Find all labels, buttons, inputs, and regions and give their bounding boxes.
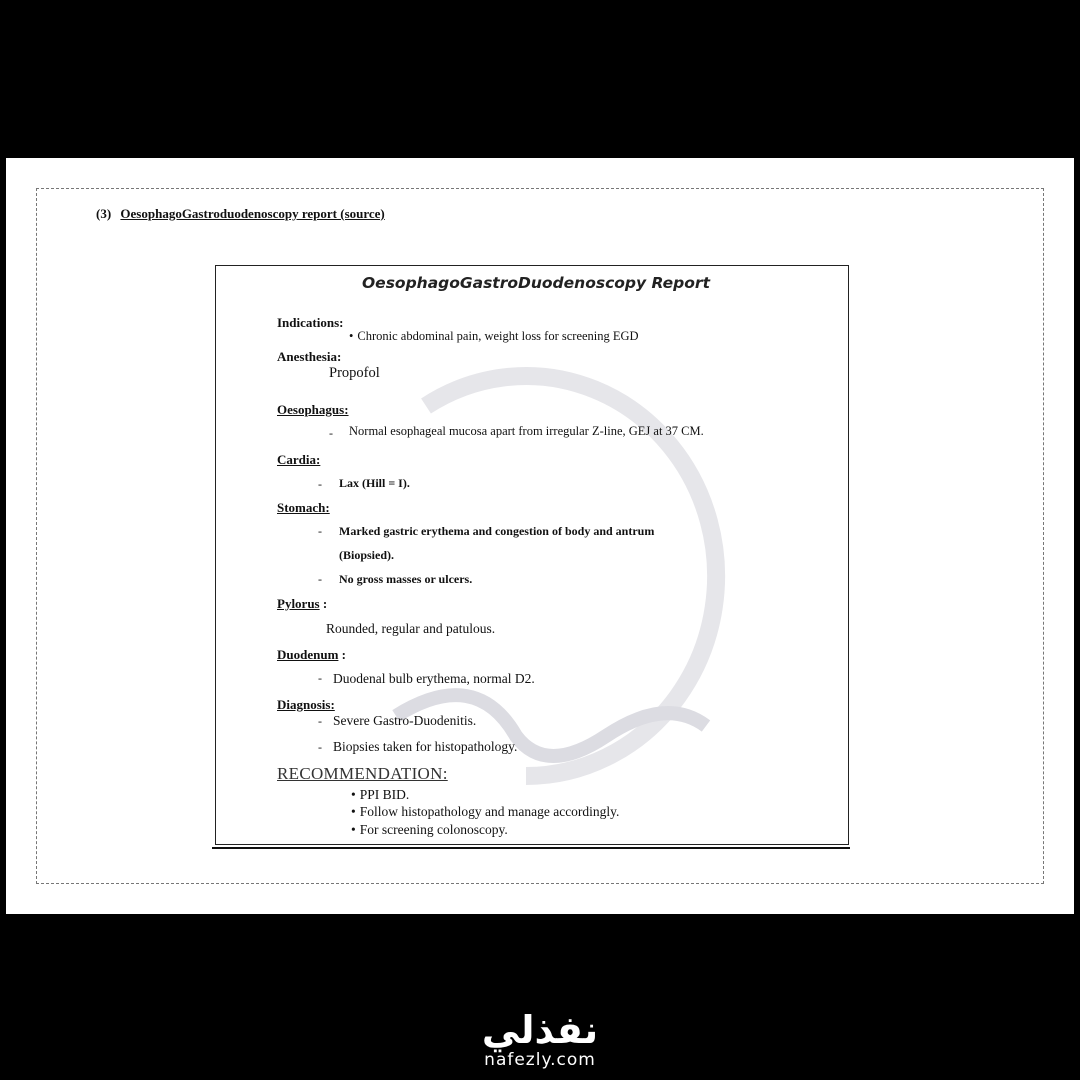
stomach-item-2: No gross masses or ulcers. — [339, 572, 473, 586]
report-title: OesophagoGastroDuodenoscopy Report — [362, 274, 710, 292]
diagnosis-item: Biopsies taken for histopathology. — [333, 739, 518, 754]
dash-icon: - — [329, 426, 333, 440]
bullet-icon — [351, 822, 360, 837]
section-heading — [96, 206, 385, 222]
stomach-item-line-1: Marked gastric erythema and congestion of body and antrum — [339, 524, 655, 538]
duodenum-colon: : — [341, 647, 347, 662]
pylorus-label-text: Pylorus — [277, 596, 320, 611]
recommendation-item — [351, 822, 508, 838]
section-title: OesophagoGastroduodenoscopy report (source) — [120, 206, 385, 221]
dash-icon: - — [318, 714, 322, 728]
dash-icon: - — [318, 671, 322, 685]
logo-arabic: نفذلي — [481, 1008, 599, 1052]
recommendation-item-text: PPI BID. — [359, 787, 410, 802]
dash-icon: - — [318, 524, 322, 538]
recommendation-item-text: For screening colonoscopy. — [359, 822, 508, 837]
stomach-item-line-2: (Biopsied). — [339, 548, 395, 562]
cardia-label: Cardia: — [277, 452, 321, 467]
diagnosis-item: Severe Gastro-Duodenitis. — [333, 713, 477, 728]
dash-icon: - — [318, 572, 322, 586]
pylorus-colon: : — [322, 596, 328, 611]
indications-item — [349, 329, 639, 344]
report-box — [215, 265, 849, 845]
report-bottom-rule — [212, 847, 850, 849]
pylorus-label — [277, 596, 327, 612]
recommendation-item — [351, 787, 409, 803]
dash-icon: - — [318, 740, 322, 754]
recommendation-label: RECOMMENDATION: — [277, 764, 448, 783]
diagnosis-label: Diagnosis: — [277, 697, 335, 712]
indications-item-text: Chronic abdominal pain, weight loss for screening EGD — [357, 329, 639, 343]
duodenum-item: Duodenal bulb erythema, normal D2. — [333, 671, 535, 686]
logo-latin: nafezly.com — [484, 1050, 596, 1070]
oesophagus-item: Normal esophageal mucosa apart from irregular Z-line, GEJ at 37 CM. — [349, 424, 704, 438]
bullet-icon — [351, 804, 360, 819]
duodenum-label — [277, 647, 346, 663]
recommendation-item-text: Follow histopathology and manage accordingly. — [359, 804, 620, 819]
pylorus-value: Rounded, regular and patulous. — [326, 621, 496, 636]
duodenum-label-text: Duodenum — [277, 647, 339, 662]
cardia-item: Lax (Hill = I). — [339, 476, 410, 490]
recommendation-item — [351, 804, 619, 820]
bullet-icon — [351, 787, 360, 802]
stomach-label: Stomach: — [277, 500, 330, 515]
brand-logo — [0, 1008, 1080, 1070]
anesthesia-label: Anesthesia: — [277, 349, 342, 364]
indications-label: Indications: — [277, 315, 344, 330]
dash-icon: - — [318, 477, 322, 491]
anesthesia-value: Propofol — [329, 365, 380, 381]
section-number: (3) — [96, 206, 112, 221]
oesophagus-label: Oesophagus: — [277, 402, 349, 417]
